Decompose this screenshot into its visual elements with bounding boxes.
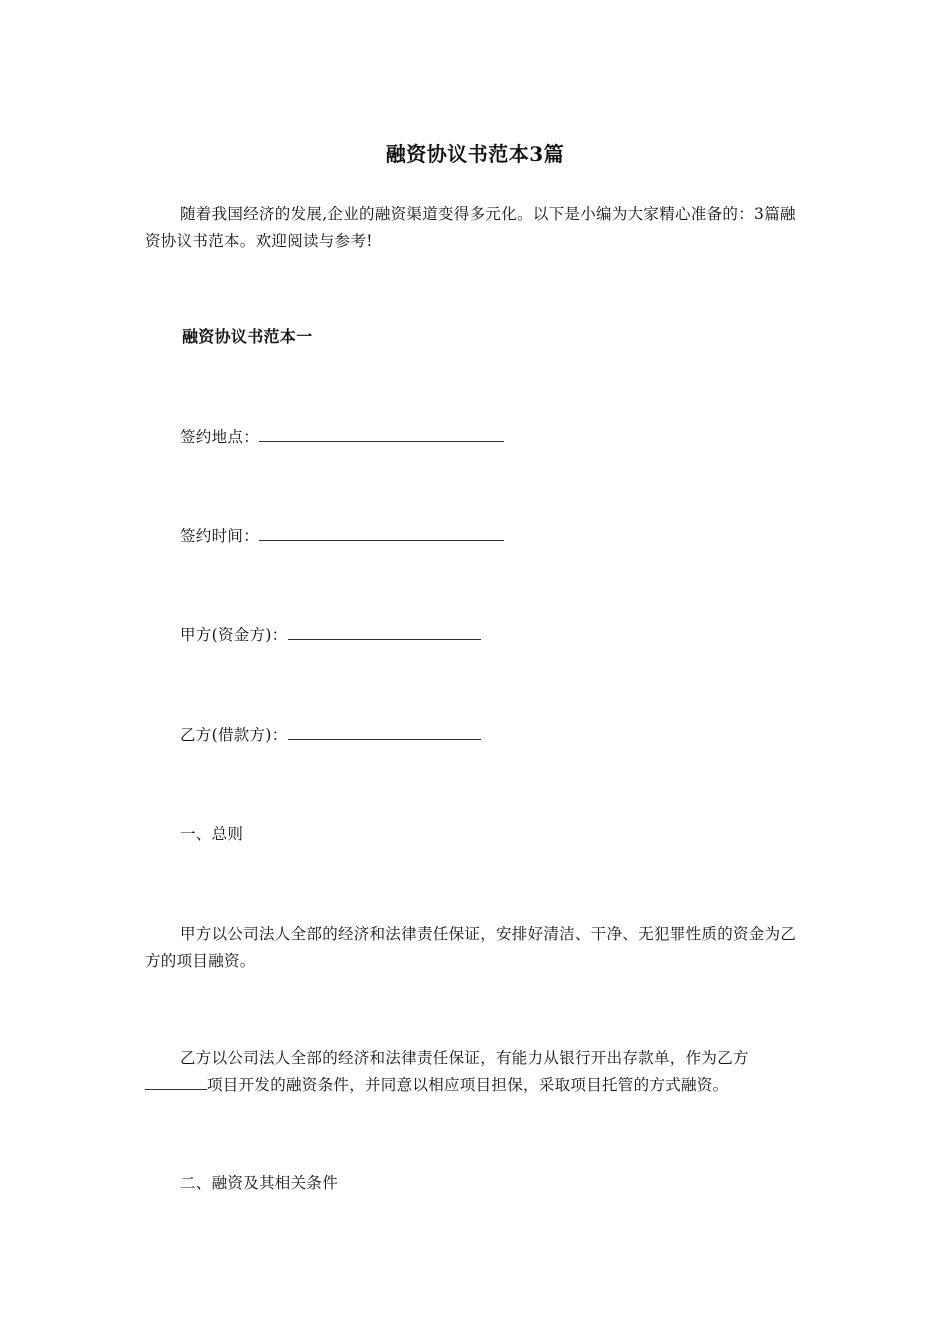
heading-general: 一、总则 xyxy=(180,825,244,843)
paragraph-party-b xyxy=(145,1045,805,1099)
paragraph-party-b-part1: 乙方以公司法人全部的经济和法律责任保证，有能力从银行开出存款单，作为乙方 xyxy=(180,1049,749,1067)
signing-place-field xyxy=(180,424,504,451)
signing-time-field xyxy=(180,523,504,550)
paragraph-party-a: 甲方以公司法人全部的经济和法律责任保证，安排好清洁、干净、无犯罪性质的资金为乙方的项目融资。 xyxy=(145,925,797,970)
signing-time-blank xyxy=(259,525,504,541)
signing-place-label: 签约地点： xyxy=(180,428,260,446)
intro-paragraph: 随着我国经济的发展,企业的融资渠道变得多元化。以下是小编为大家精心准备的：3篇融资协议书范本。欢迎阅读与参考! xyxy=(145,205,796,250)
party-b-label: 乙方(借款方)： xyxy=(180,726,288,744)
section-title: 融资协议书范本一 xyxy=(182,327,313,346)
paragraph-party-b-part2: 项目开发的融资条件，并同意以相应项目担保，采取项目托管的方式融资。 xyxy=(207,1076,729,1094)
document-title: 融资协议书范本3篇 xyxy=(385,142,565,166)
party-a-field xyxy=(180,622,481,649)
party-a-label: 甲方(资金方)： xyxy=(180,626,288,644)
party-b-blank xyxy=(288,724,481,740)
project-name-blank xyxy=(145,1074,207,1090)
signing-time-label: 签约时间： xyxy=(180,527,260,545)
party-b-field xyxy=(180,722,481,749)
heading-financing-conditions: 二、融资及其相关条件 xyxy=(180,1174,339,1192)
signing-place-blank xyxy=(259,426,504,442)
party-a-blank xyxy=(288,624,481,640)
